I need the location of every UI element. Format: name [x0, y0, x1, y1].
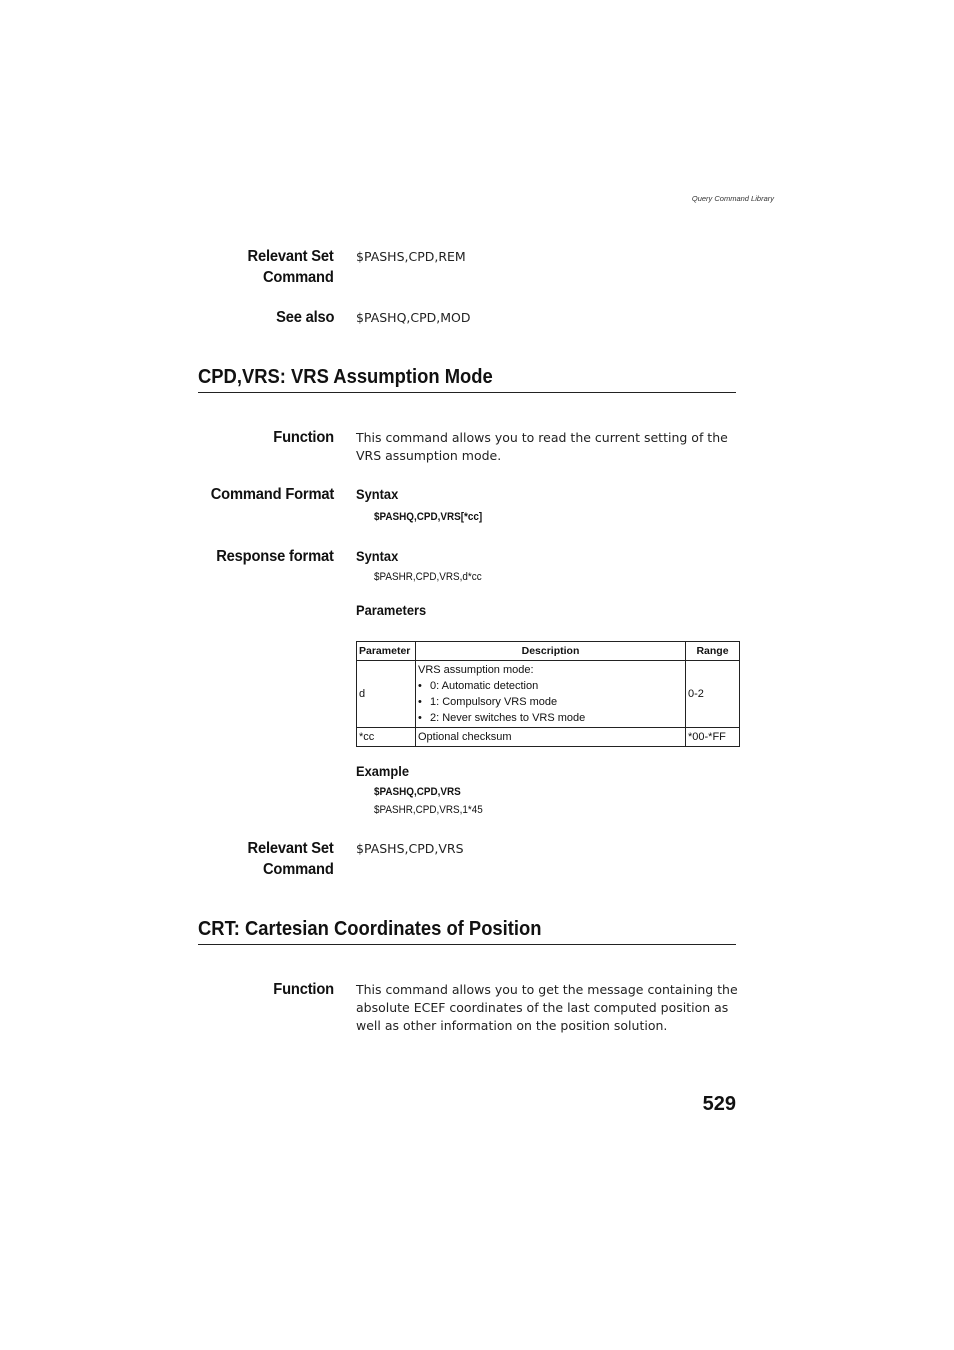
table-row: [357, 728, 740, 747]
section-title-vrs: [198, 365, 736, 393]
cell-param: d: [357, 661, 416, 728]
section-title-vrs-text: CPD,VRS: VRS Assumption Mode: [198, 366, 493, 388]
relevant-set-label-line1: Relevant Set: [247, 248, 334, 265]
cell-description: Optional checksum: [416, 728, 686, 747]
section-title-crt-text: CRT: Cartesian Coordinates of Position: [198, 918, 542, 940]
description-list: [418, 678, 683, 726]
header-range: Range: [686, 642, 740, 661]
see-also-label: See also: [275, 309, 334, 326]
cell-param: *cc: [357, 728, 416, 747]
relevant-set-label-vrs-line2: Command: [263, 861, 334, 878]
header-description: Description: [416, 642, 686, 661]
cell-description: [416, 661, 686, 728]
page-number: 529: [702, 1093, 736, 1115]
relevant-set-value-vrs: $PASHS,CPD,VRS: [356, 841, 464, 856]
running-header: Query Command Library: [691, 194, 774, 203]
list-item: • 2: Never switches to VRS mode: [418, 710, 683, 726]
response-syntax: $PASHR,CPD,VRS,d*cc: [374, 571, 482, 583]
response-format-label: Response format: [216, 548, 334, 565]
command-syntax-heading: Syntax: [356, 486, 399, 502]
command-syntax: $PASHQ,CPD,VRS[*cc]: [374, 511, 483, 523]
relevant-set-label: [248, 246, 334, 288]
relevant-set-label-line2: Command: [263, 269, 334, 286]
relevant-set-value: $PASHS,CPD,REM: [356, 249, 466, 264]
function-label-crt: Function: [273, 981, 334, 998]
list-item: • 1: Compulsory VRS mode: [418, 694, 683, 710]
list-item: • 0: Automatic detection: [418, 678, 683, 694]
example-response: $PASHR,CPD,VRS,1*45: [374, 804, 483, 816]
section-title-crt: [198, 917, 736, 945]
relevant-set-label-vrs-line1: Relevant Set: [247, 840, 334, 857]
example-heading: Example: [356, 763, 409, 779]
response-syntax-heading: Syntax: [356, 548, 399, 564]
function-text-crt: This command allows you to get the message containing the absolute ECEF coordinates of the last computed position as well as other information on the position solution.: [356, 982, 738, 1033]
parameters-table: [356, 641, 740, 747]
table-row: [357, 661, 740, 728]
header-parameter: Parameter: [357, 642, 416, 661]
example-query: $PASHQ,CPD,VRS: [374, 786, 461, 798]
function-text: This command allows you to read the current setting of the VRS assumption mode.: [356, 430, 728, 463]
parameters-heading: Parameters: [356, 602, 427, 618]
cell-range: *00-*FF: [686, 728, 740, 747]
command-format-label: Command Format: [210, 486, 334, 503]
see-also-value: $PASHQ,CPD,MOD: [356, 310, 471, 325]
cell-description-title: VRS assumption mode:: [418, 664, 534, 676]
cell-range: 0-2: [686, 661, 740, 728]
function-label: Function: [273, 429, 334, 446]
table-header-row: [357, 642, 740, 661]
relevant-set-label-vrs: [248, 838, 334, 880]
